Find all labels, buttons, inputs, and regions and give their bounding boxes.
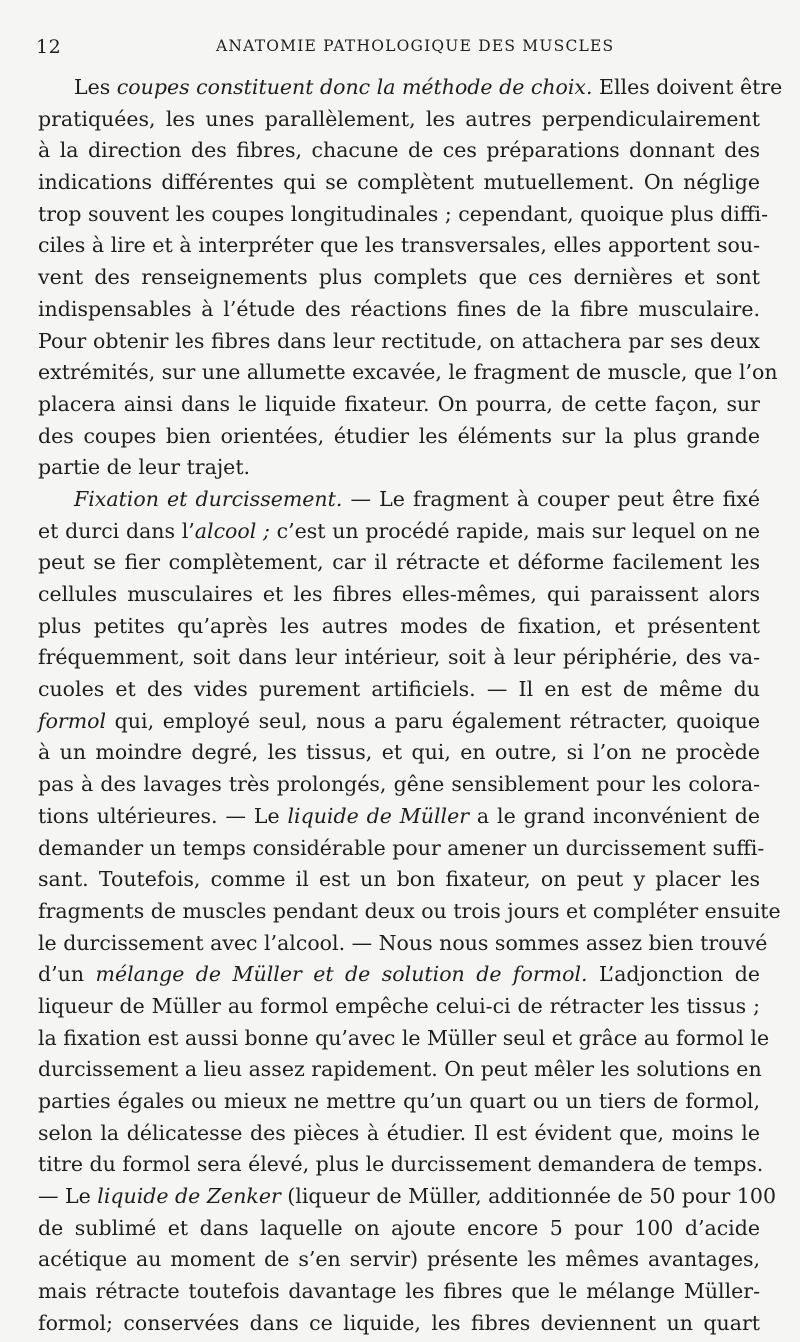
italic-text: coupes constituent donc la méthode de choix. — [116, 75, 593, 99]
text-run: de sublimé et dans laquelle on ajoute encore 5 pour 100 d’acide — [38, 1215, 760, 1240]
text-run: c’est un procédé rapide, mais sur lequel on ne — [269, 518, 760, 543]
text-line — [38, 1181, 776, 1213]
text-line — [38, 167, 760, 199]
italic-text: Fixation et durcissement. — [74, 486, 343, 511]
text-line — [38, 1244, 760, 1276]
italic-text: alcool ; — [194, 518, 270, 543]
text-run: parties égales ou mieux ne mettre qu’un quart ou un tiers de formol, — [38, 1089, 760, 1113]
text-run: peut se fier complètement, car il rétracte et déforme facilement les — [38, 550, 760, 575]
text-run: plus petites qu’après les autres modes de fixation, et présentent — [38, 613, 760, 638]
text-run: Pour obtenir les fibres dans leur rectitude, on attachera par ses deux — [38, 328, 760, 353]
text-run: d’un — [38, 962, 96, 987]
text-run: et durci dans l’ — [38, 518, 195, 543]
text-run: durcissement a lieu assez rapidement. On peut mêler les solutions en — [38, 1057, 762, 1082]
text-run: titre du formol sera élevé, plus le durcissement demandera de temps. — [38, 1152, 764, 1177]
text-line — [38, 769, 760, 801]
text-run: fréquemment, soit dans leur intérieur, soit à leur périphérie, des va- — [38, 645, 760, 670]
text-run: pas à des lavages très prolongés, gêne sensiblement pour les colora- — [38, 772, 760, 797]
text-line — [38, 326, 760, 358]
text-run: ciles à lire et à interpréter que les transversales, elles apportent sou- — [38, 233, 760, 258]
text-line — [38, 959, 760, 991]
text-run: placera ainsi dans le liquide fixateur. On pourra, de cette façon, sur — [38, 391, 760, 416]
text-run: (liqueur de Müller, additionnée de 50 pour 100 — [280, 1184, 776, 1209]
italic-text: formol — [38, 708, 107, 733]
text-run: cellules musculaires et les fibres elles-mêmes, qui paraissent alors — [38, 582, 760, 606]
text-line — [38, 1308, 760, 1340]
text-run: vent des renseignements plus complets que ces dernières et sont — [38, 265, 760, 290]
text-line — [38, 642, 760, 674]
text-line — [38, 833, 765, 865]
text-run: partie de leur trajet. — [38, 455, 251, 480]
text-line — [38, 1054, 760, 1086]
text-line — [38, 452, 760, 484]
text-line — [38, 104, 760, 136]
text-run: la fixation est aussi bonne qu’avec le Müller seul et grâce au formol le — [38, 1025, 770, 1050]
text-line — [38, 864, 760, 896]
text-run: tions ultérieures. — Le — [38, 803, 288, 828]
text-line — [38, 1276, 760, 1308]
text-run: pratiquées, les unes parallèlement, les autres perpendiculairement — [38, 106, 760, 131]
text-line — [38, 674, 760, 706]
text-line — [38, 1023, 770, 1055]
text-line — [38, 421, 760, 453]
text-line — [38, 1149, 764, 1181]
text-run: liqueur de Müller au formol empêche celui-ci de rétracter les tissus ; — [38, 993, 760, 1018]
text-run: L’adjonction de — [587, 962, 760, 987]
text-line — [38, 706, 760, 738]
text-run: trop souvent les coupes longitudinales ; cependant, quoique plus diffi- — [38, 201, 769, 226]
text-run: à la direction des fibres, chacune de ces préparations donnant des — [38, 138, 760, 163]
text-run: indispensables à l’étude des réactions fines de la fibre musculaire. — [38, 296, 760, 321]
text-run: — Le — [38, 1184, 98, 1209]
text-run: formol; conservées dans ce liquide, les fibres deviennent un quart — [38, 1310, 760, 1335]
page-header — [36, 36, 766, 60]
text-line — [38, 357, 778, 389]
text-run: acétique au moment de s’en servir) présente les mêmes avantages, — [38, 1247, 760, 1272]
text-run: a le grand inconvénient de — [469, 803, 760, 828]
text-line — [38, 484, 760, 516]
text-line — [38, 928, 768, 960]
text-line — [38, 737, 760, 769]
text-run: le durcissement avec l’alcool. — Nous nous sommes assez bien trouvé — [38, 930, 768, 955]
text-line — [38, 801, 760, 833]
text-line — [38, 1213, 760, 1245]
italic-text: liquide de Zenker — [97, 1184, 281, 1209]
text-line — [38, 896, 781, 928]
body-text — [38, 72, 783, 1340]
text-line — [38, 611, 760, 643]
italic-text: mélange de Müller et de solution de formol. — [95, 962, 588, 987]
text-run: Les — [74, 75, 117, 99]
text-line — [38, 294, 760, 326]
text-line — [38, 199, 769, 231]
text-line — [38, 1118, 760, 1150]
text-run: qui, employé seul, nous a paru également rétracter, quoique — [106, 708, 760, 733]
text-line — [38, 72, 783, 104]
text-run: selon la délicatesse des pièces à étudier. Il est évident que, moins le — [38, 1120, 760, 1145]
text-line — [38, 1086, 760, 1118]
italic-text: liquide de Müller — [287, 803, 470, 828]
text-line — [38, 516, 760, 548]
text-run: des coupes bien orientées, étudier les éléments sur la plus grande — [38, 423, 760, 448]
text-line — [38, 547, 760, 579]
running-head: ANATOMIE PATHOLOGIQUE DES MUSCLES — [216, 37, 615, 55]
text-line — [38, 991, 760, 1023]
text-run: Elles doivent être — [592, 75, 783, 99]
text-line — [38, 262, 760, 294]
text-line — [38, 230, 760, 262]
text-run: cuoles et des vides purement artificiels. — Il en est de même du — [38, 677, 760, 702]
text-run: sant. Toutefois, comme il est un bon fixateur, on peut y placer les — [38, 867, 760, 892]
text-line — [38, 135, 760, 167]
text-line — [38, 389, 760, 421]
text-run: mais rétracte toutefois davantage les fibres que le mélange Müller- — [38, 1279, 760, 1304]
text-run: — Le fragment à couper peut être fixé — [342, 486, 760, 511]
page-number: 12 — [36, 36, 62, 58]
text-run: indications différentes qui se complètent mutuellement. On néglige — [38, 170, 760, 195]
text-run: extrémités, sur une allumette excavée, le fragment de muscle, que l’on — [38, 360, 778, 385]
text-run: fragments de muscles pendant deux ou trois jours et compléter ensuite — [38, 898, 781, 923]
text-run: demander un temps considérable pour amener un durcissement suffi- — [38, 835, 765, 860]
text-run: à un moindre degré, les tissus, et qui, en outre, si l’on ne procède — [38, 740, 760, 765]
text-line — [38, 579, 760, 611]
